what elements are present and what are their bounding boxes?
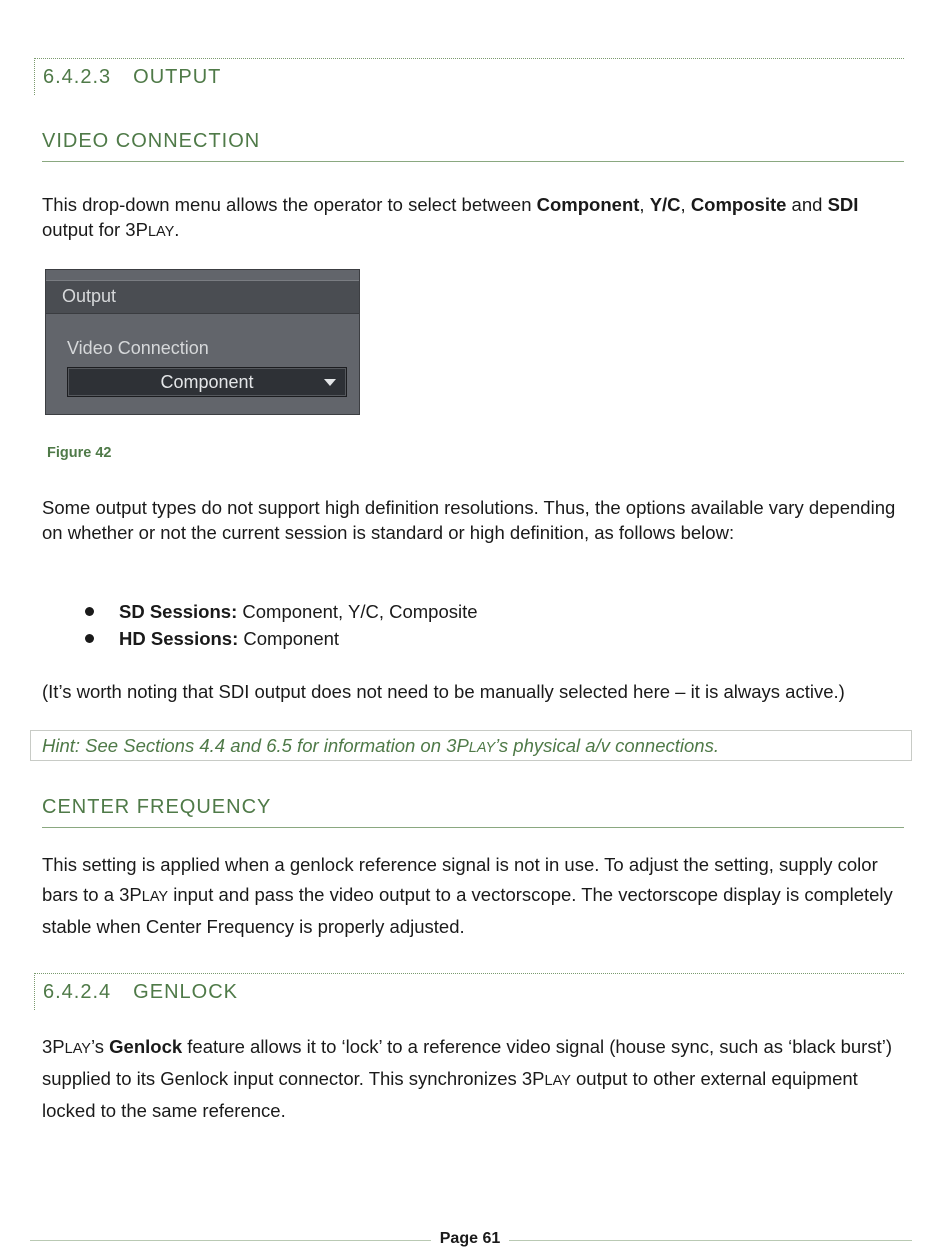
dropdown-value: Component (160, 372, 254, 392)
panel-title: Output (46, 280, 359, 314)
bullet-icon (85, 634, 94, 643)
section-number: 6.4.2.4 (43, 981, 112, 1003)
section-title: OUTPUT (133, 66, 222, 88)
list-item: SD Sessions: Component, Y/C, Composite (80, 598, 478, 625)
support-paragraph: Some output types do not support high definition resolutions. Thus, the options available vary depending on whether or not the current session is standard or high definition, as follows below: (42, 497, 896, 543)
sdi-note: (It’s worth noting that SDI output does not need to be manually selected here – it is always active.) (42, 681, 845, 702)
section-heading-output (34, 58, 904, 95)
bullet-icon (85, 607, 94, 616)
genlock-paragraph: 3PLAY’s Genlock feature allows it to ‘lock’ to a reference video signal (house sync, such as ‘black burst’) supplied to its Genlock input connector. This synchronizes 3PLAY output to other external equipment locked to the same reference. (42, 1036, 893, 1121)
chevron-down-icon (324, 379, 336, 386)
subheading-center-frequency: CENTER FREQUENCY (42, 796, 904, 828)
output-panel-figure (45, 269, 360, 415)
section-title: GENLOCK (133, 981, 238, 1003)
center-frequency-paragraph: This setting is applied when a genlock reference signal is not in use. To adjust the setting, supply color bars to a 3PLAY input and pass the video output to a vectorscope. The vectorscope display is completely stable when Center Frequency is properly adjusted. (42, 854, 893, 937)
figure-caption: Figure 42 (47, 445, 112, 461)
list-item: HD Sessions: Component (80, 625, 478, 652)
hint-box: Hint: See Sections 4.4 and 6.5 for information on 3PLAY’s physical a/v connections. (30, 730, 912, 761)
session-bullet-list (80, 598, 478, 652)
subheading-video-connection: VIDEO CONNECTION (42, 130, 904, 162)
section-heading-genlock (34, 973, 904, 1010)
video-connection-paragraph: This drop-down menu allows the operator to select between Component, Y/C, Composite and SDI output for 3PLAY. (42, 194, 859, 240)
video-connection-label: Video Connection (67, 338, 209, 358)
section-number: 6.4.2.3 (43, 66, 112, 88)
video-connection-dropdown[interactable] (67, 367, 347, 397)
page-number: Page 61 (0, 1230, 940, 1248)
